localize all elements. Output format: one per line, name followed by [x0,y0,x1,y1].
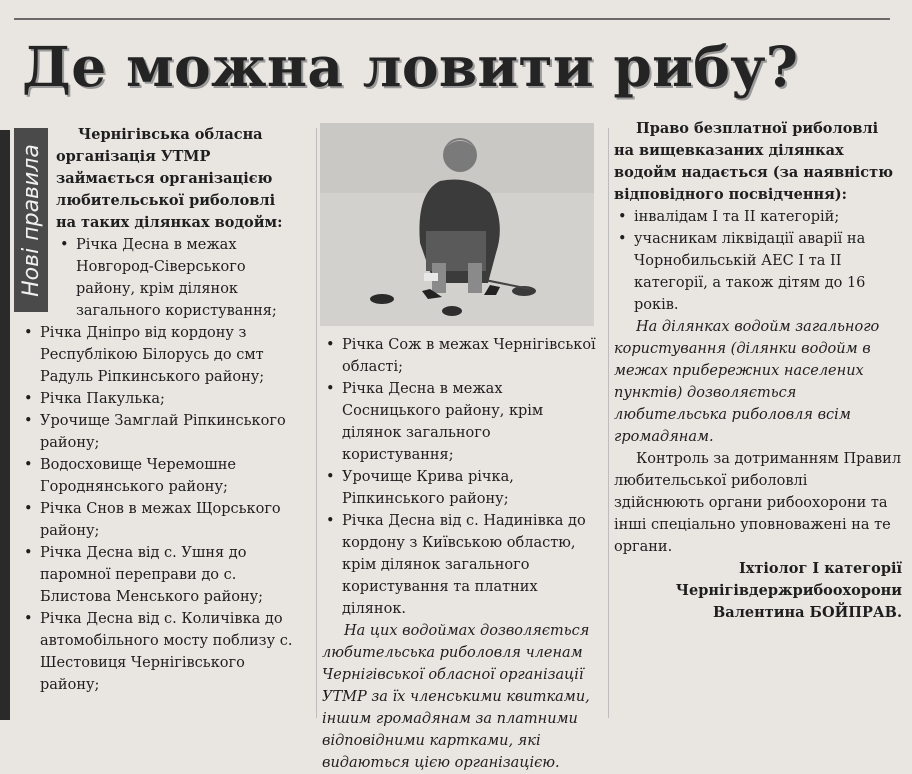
free-fishing-heading: Право безплатної риболовлі на вищевказаних ділянках водойм надається (за наявністю відповідного посвідчення): [614,120,893,203]
column-1 [56,124,296,322]
list-item: • інвалідам I та II категорій; [614,206,902,228]
column-3 [614,118,902,624]
left-edge-bar [0,130,10,720]
signature-title: Іхтіолог I категорії [738,560,902,577]
list-item: • Урочище Крива річка, Ріпкинського району; [322,466,602,510]
list-item: • Річка Десна від с. Количівка до автомобільного мосту поблизу с. Шестовиця Чернігівського району; [20,608,302,696]
section-label-text: Нові правила [18,143,44,297]
list-item: • Річка Десна в межах Новгород-Сіверського району, крім ділянок загального користування; [56,234,296,322]
section-label [14,128,48,312]
column-2 [322,334,602,774]
column-rule [608,128,609,718]
list-item: • Річка Дніпро від кордону з Республікою Білорусь до смт Радуль Ріпкинського району; [20,322,302,388]
list-item: • Урочище Замглай Ріпкинського району; [20,410,302,454]
column-rule [316,128,317,718]
control-paragraph: Контроль за дотриманням Правил любительської риболовлі здійснюють органи рибоохорони та інші спеціально уповноважені на те органи. [614,451,902,555]
list-item: • Річка Десна від с. Ушня до паромної переправи до с. Блистова Менського району; [20,542,302,608]
intro-paragraph: Чернігівська обласна організація УТМР займається організацією любительської риболовлі на таких ділянках водойм: [56,126,283,231]
signature-name: Валентина БОЙПРАВ. [713,604,902,621]
list-item: • Водосховище Черемошне Городнянського району; [20,454,302,498]
column-1-list [20,322,302,696]
list-item: • Річка Сож в межах Чернігівської області; [322,334,602,378]
membership-note: На цих водоймах дозволяється любительська риболовля членам Чернігівської обласної організації УТМР за їх членськими квитками, іншим громадянам за платними відповідними картками, які видаються цією організацією. [322,623,590,771]
list-item: • Річка Десна в межах Сосницького району, крім ділянок загального користування; [322,378,602,466]
list-item: • Річка Десна від с. Надинівка до кордону з Київською областю, крім ділянок загального користування та платних ділянок. [322,510,602,620]
public-waters-note: На ділянках водойм загального користування (ділянки водойм в межах прибережних населених пунктів) дозволяється любительська риболовля всім громадянам. [614,319,880,445]
list-item: • учасникам ліквідації аварії на Чорнобильській АЕС I та II категорії, а також дітям до 16 років. [614,228,902,316]
headline: Де можна ловити рибу? [22,34,799,99]
top-rule [14,18,890,20]
list-item: • Річка Снов в межах Щорського району; [20,498,302,542]
list-item: • Річка Пакулька; [20,388,302,410]
fisherman-illustration [320,123,594,326]
fisherman-photo [320,123,594,326]
signature-organization: Чернігівдержрибоохорони [675,582,902,599]
